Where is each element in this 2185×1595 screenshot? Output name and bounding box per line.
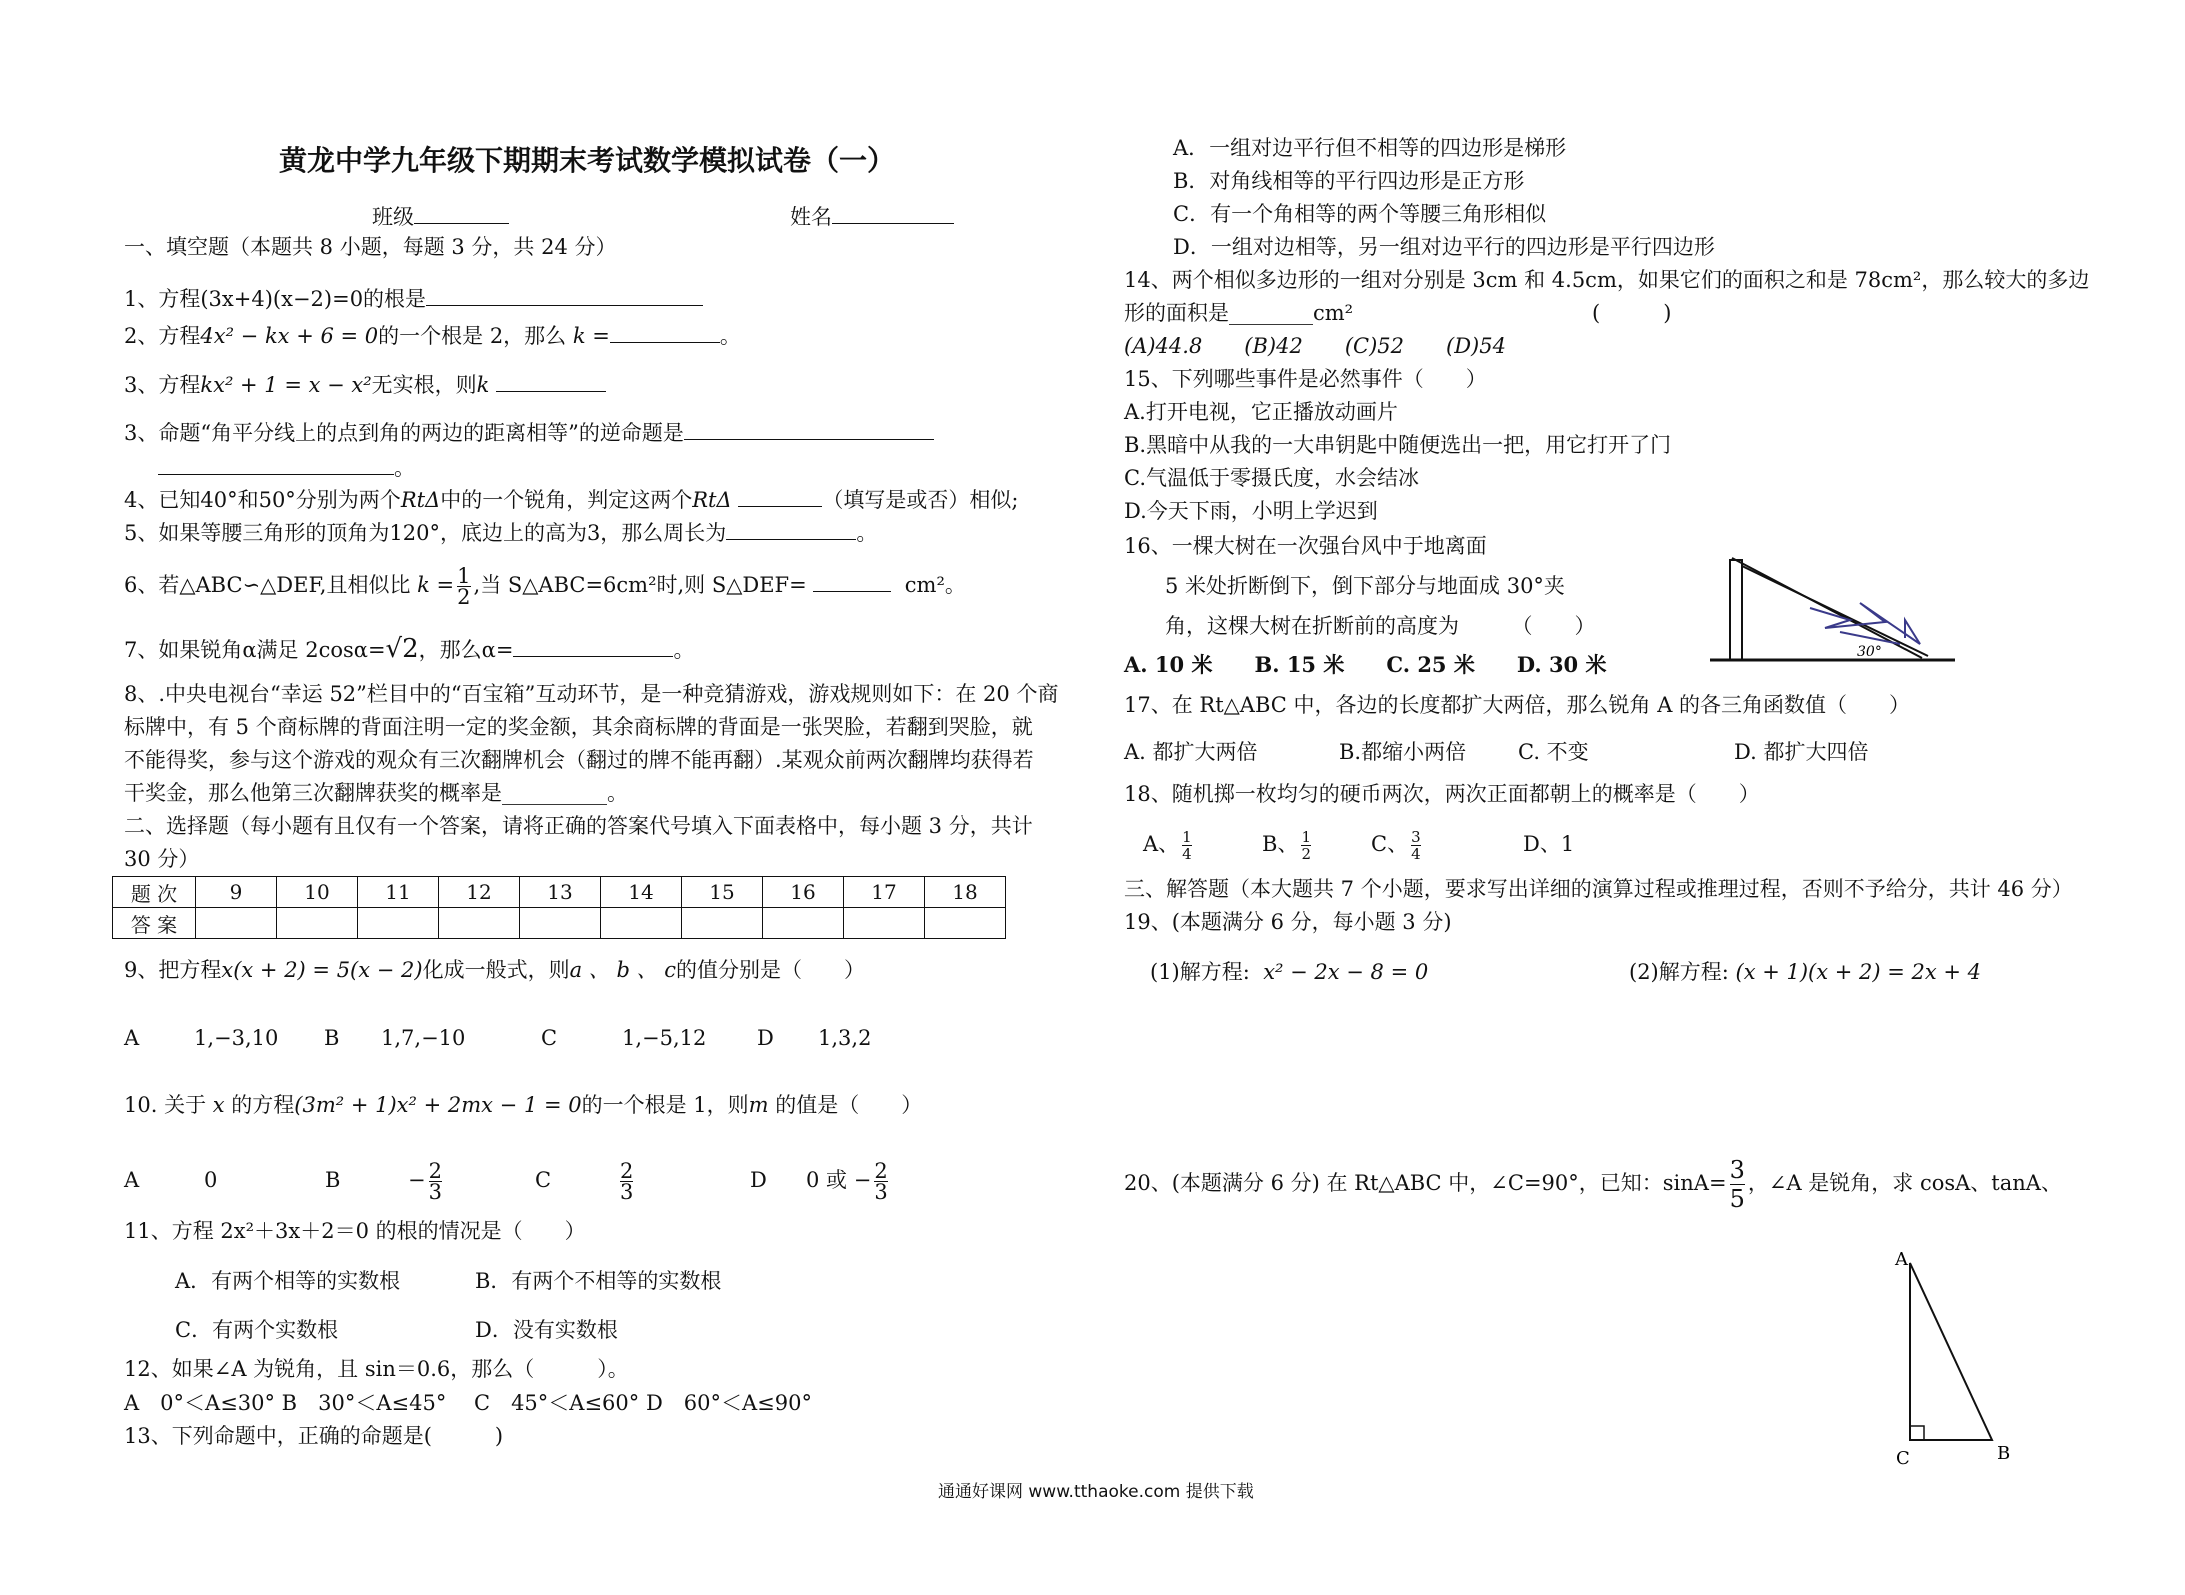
- q4-rt-1: RtΔ: [400, 488, 441, 512]
- q19-p2-equation: (x + 1)(x + 2) = 2x + 4: [1735, 960, 1982, 984]
- q2-k: k =: [572, 324, 610, 348]
- q9-option-B[interactable]: [324, 1025, 339, 1051]
- option-letter: A: [124, 1026, 140, 1050]
- q13-option-D[interactable]: D．一组对边相等，另一组对边平行的四边形是平行四边形: [1173, 235, 1715, 259]
- vertex-label-B: B: [1997, 1443, 2011, 1464]
- q11-option-C[interactable]: C．有两个实数根: [175, 1318, 339, 1342]
- q9-option-A[interactable]: [124, 1025, 139, 1051]
- option-letter: C: [541, 1026, 558, 1050]
- q15-option-B[interactable]: B.黑暗中从我的一大串钥匙中随便选出一把，用它打开了门: [1124, 433, 1672, 457]
- q3b-blank-2[interactable]: [158, 454, 394, 475]
- q18-stem: 18、随机掷一枚均匀的硬币两次，两次正面都朝上的概率是（ ）: [1124, 782, 1760, 806]
- table-header-cell: 答 案: [113, 908, 196, 939]
- q10-text-a: 10. 关于: [124, 1093, 207, 1117]
- q6-num: 1: [457, 564, 471, 588]
- q18-option-D[interactable]: D、1: [1523, 832, 1575, 856]
- q16-line-3: 角，这棵大树在折断前的高度为 （ ）: [1165, 614, 1596, 638]
- q10-B-minus: −: [408, 1168, 426, 1192]
- vertex-label-C: C: [1896, 1448, 1910, 1469]
- q15-option-C[interactable]: C.气温低于零摄氏度，水会结冰: [1124, 466, 1419, 490]
- q17-option-C[interactable]: C. 不变: [1518, 740, 1589, 764]
- q10-text-e: 的一个根是 1，则: [581, 1093, 749, 1117]
- answer-cell[interactable]: [277, 908, 358, 939]
- part2-header-line-1: 二、选择题（每小题有且仅有一个答案，请将正确的答案代号填入下面表格中，每小题 3 分，共计: [124, 814, 1033, 838]
- q2-period: 。: [719, 324, 741, 348]
- q6-den: 2: [457, 585, 471, 609]
- fraction-numerator: 1: [1301, 828, 1311, 846]
- part2-header-line-2: 30 分）: [124, 847, 200, 871]
- question-4: [124, 486, 1018, 513]
- option-letter: B: [324, 1026, 340, 1050]
- class-field[interactable]: [372, 203, 509, 230]
- q10-option-D-value: [806, 1150, 891, 1210]
- table-cell: 18: [925, 877, 1006, 908]
- broken-tree-figure: [1700, 548, 1962, 668]
- q3a-blank[interactable]: [496, 371, 606, 392]
- q18-A-fraction: [1182, 829, 1192, 862]
- fraction-denominator: 3: [428, 1180, 442, 1204]
- q16-line-1: 16、一棵大树在一次强台风中于地离面: [1124, 534, 1487, 558]
- q10-option-B-value: [408, 1150, 445, 1210]
- question-10: [124, 1092, 922, 1118]
- q10-option-C-value: [617, 1150, 636, 1210]
- fraction-numerator: 1: [1182, 828, 1192, 846]
- page-footer: 通通好课网 www.tthaoke.com 提供下载: [938, 1482, 1254, 1502]
- q10-x: x: [212, 1093, 225, 1117]
- q9-text-c: 化成一般式，则: [422, 958, 570, 982]
- name-blank[interactable]: [832, 203, 954, 224]
- fraction-numerator: 3: [1729, 1156, 1745, 1184]
- q9-option-B-value: 1,7,−10: [381, 1026, 466, 1050]
- q3a-equation: kx² + 1 = x − x²: [200, 373, 372, 397]
- q5-text: 5、如果等腰三角形的顶角为120°，底边上的高为3，那么周长为: [124, 521, 727, 545]
- q17-option-A[interactable]: A. 都扩大两倍: [1124, 740, 1258, 764]
- q15-stem: 15、下列哪些事件是必然事件（ ）: [1124, 367, 1487, 391]
- q14-paren: ( ): [1592, 301, 1672, 325]
- option-letter: C、: [1371, 832, 1409, 856]
- fraction-numerator: 2: [620, 1159, 634, 1183]
- q9-equation: x(x + 2) = 5(x − 2): [221, 958, 423, 982]
- answer-cell[interactable]: [520, 908, 601, 939]
- table-cell: 14: [601, 877, 682, 908]
- q4-text-c: 中的一个锐角，判定这两个: [440, 488, 693, 512]
- question-5: [124, 519, 877, 546]
- q6-text-a: 6、若△ABC∽△DEF,且相似比: [124, 573, 411, 597]
- q10-D-prefix: 0 或 −: [806, 1168, 872, 1192]
- option-letter: B: [325, 1168, 341, 1192]
- q18-option-A[interactable]: [1143, 822, 1195, 866]
- question-3a: [124, 371, 606, 398]
- name-label: 姓名: [790, 205, 832, 229]
- q19-p2-label: (2)解方程:: [1629, 960, 1729, 984]
- q4-text-a: 4、已知40°和50°分别为两个: [124, 488, 401, 512]
- q3a-text-c: 无实根，则: [371, 373, 477, 397]
- q7-sqrt2: √2: [385, 634, 419, 664]
- fraction-denominator: 4: [1411, 845, 1421, 863]
- q6-blank[interactable]: [813, 571, 891, 592]
- q9-text-e: 的值分别是（ ）: [676, 958, 866, 982]
- q5-period: 。: [856, 521, 878, 545]
- option-letter: B、: [1262, 832, 1299, 856]
- q19-part-2: [1629, 959, 1981, 985]
- q1-blank[interactable]: [426, 285, 703, 306]
- q9-option-D[interactable]: [757, 1025, 774, 1051]
- option-letter: D: [750, 1168, 767, 1192]
- q9-option-C[interactable]: [541, 1025, 557, 1051]
- option-letter: C: [535, 1168, 552, 1192]
- question-2: [124, 322, 741, 349]
- vertex-label-A: A: [1895, 1249, 1908, 1270]
- q10-option-C[interactable]: [535, 1150, 551, 1210]
- table-row: [113, 877, 1006, 908]
- q6-text-b: ,当 S△ABC=6cm²时,则 S△DEF=: [473, 573, 807, 597]
- q20-text-b: ，∠A 是锐角，求 cosA、tanA、: [1747, 1171, 2062, 1195]
- q10-text-c: 的方程: [231, 1093, 295, 1117]
- q7-text-c: ，那么α=: [418, 638, 514, 662]
- q2-text-c: 的一个根是 2，那么: [378, 324, 567, 348]
- question-7: [124, 636, 694, 663]
- q9-text-a: 9、把方程: [124, 958, 222, 982]
- option-letter: A: [124, 1168, 140, 1192]
- table-cell: 16: [763, 877, 844, 908]
- q18-C-fraction: [1411, 829, 1421, 862]
- table-cell: 13: [520, 877, 601, 908]
- class-label: 班级: [372, 205, 414, 229]
- q10-D-fraction: [874, 1161, 887, 1202]
- q19-p1-equation: x² − 2x − 8 = 0: [1263, 960, 1429, 984]
- table-row: [113, 908, 1006, 939]
- q4-blank[interactable]: [738, 486, 822, 507]
- q17-option-D[interactable]: D. 都扩大四倍: [1734, 740, 1869, 764]
- q19-part-1: [1150, 959, 1428, 985]
- q19-p1-label: (1)解方程:: [1150, 960, 1250, 984]
- q8-line-4: 干奖金，那么他第三次翻牌获奖的概率是__________。: [124, 781, 628, 805]
- table-cell: 9: [196, 877, 277, 908]
- q10-m: m: [748, 1093, 769, 1117]
- part1-header: 一、填空题（本题共 8 小题，每题 3 分，共 24 分）: [124, 235, 617, 259]
- q10-option-A[interactable]: [124, 1150, 139, 1210]
- q17-option-B[interactable]: B.都缩小两倍: [1339, 740, 1467, 764]
- q15-option-A[interactable]: A.打开电视，它正播放动画片: [1124, 400, 1398, 424]
- fraction-denominator: 2: [1301, 845, 1311, 863]
- q12-options[interactable]: A 0°＜A≤30° B 30°＜A≤45° C 45°＜A≤60° D 60°＜A≤90°: [124, 1391, 812, 1415]
- q3b-period: 。: [394, 456, 415, 480]
- table-cell: 17: [844, 877, 925, 908]
- fraction-denominator: 3: [874, 1180, 888, 1204]
- q11-option-A[interactable]: A．有两个相等的实数根: [175, 1269, 401, 1293]
- q8-line-2: 标牌中，有 5 个商标牌的背面注明一定的奖金额，其余商标牌的背面是一张哭脸，若翻到哭脸，就: [124, 715, 1033, 739]
- q4-text-e: （填写是或否）相似;: [822, 488, 1019, 512]
- question-6: [124, 555, 966, 615]
- answer-cell[interactable]: [439, 908, 520, 939]
- q3a-text-a: 3、方程: [124, 373, 201, 397]
- table-cell: 12: [439, 877, 520, 908]
- q2-equation: 4x² − kx + 6 = 0: [200, 324, 379, 348]
- right-triangle-figure: [1875, 1245, 2025, 1470]
- answer-cell[interactable]: [196, 908, 277, 939]
- q20-text-a: 20、(本题满分 6 分) 在 Rt△ABC 中，∠C=90°，已知：sinA=: [1124, 1171, 1727, 1195]
- question-1: [124, 285, 703, 312]
- q1-text: 1、方程(3x+4)(x−2)=0的根是: [124, 287, 427, 311]
- fraction-denominator: 5: [1729, 1185, 1745, 1213]
- part3-header: 三、解答题（本大题共 7 个小题，要求写出详细的演算过程或推理过程，否则不予给分，共计 46 分）: [1124, 877, 2073, 901]
- answer-table: [112, 876, 1006, 939]
- q14-line-1: 14、两个相似多边形的一组对分别是 3cm 和 4.5cm，如果它们的面积之和是 78cm²，那么较大的多边: [1124, 268, 2090, 292]
- q8-line-1: 8、.中央电视台“幸运 52”栏目中的“百宝箱”互动环节，是一种竞猜游戏，游戏规则如下：在 20 个商: [124, 682, 1059, 706]
- table-cell: 11: [358, 877, 439, 908]
- q2-blank[interactable]: [610, 322, 720, 343]
- question-9: [124, 957, 865, 983]
- name-field[interactable]: [790, 203, 954, 230]
- q9-option-D-value: 1,3,2: [818, 1026, 872, 1050]
- q6-ratio-fraction: [457, 566, 470, 607]
- fraction-denominator: 4: [1182, 845, 1192, 863]
- q6-k: k =: [417, 573, 455, 597]
- q7-blank[interactable]: [513, 636, 673, 657]
- fraction-denominator: 3: [620, 1180, 634, 1204]
- q13-option-B[interactable]: B．对角线相等的平行四边形是正方形: [1173, 169, 1525, 193]
- fraction-numerator: 2: [428, 1159, 442, 1183]
- answer-cell[interactable]: [682, 908, 763, 939]
- q14-line-2: 形的面积是________cm²: [1124, 301, 1354, 325]
- table-cell: 10: [277, 877, 358, 908]
- q13-option-C[interactable]: C．有一个角相等的两个等腰三角形相似: [1173, 202, 1547, 226]
- question-3b-line2: [158, 454, 415, 481]
- q10-option-A-value: 0: [204, 1168, 218, 1192]
- q9-abc: a 、 b 、 c: [569, 958, 677, 982]
- question-20: [1124, 1150, 2062, 1216]
- q11-option-B[interactable]: B．有两个不相等的实数根: [475, 1269, 722, 1293]
- option-letter: A、: [1143, 832, 1180, 856]
- option-letter: D: [757, 1026, 774, 1050]
- fraction-numerator: 3: [1411, 828, 1421, 846]
- q10-equation: (3m² + 1)x² + 2mx − 1 = 0: [294, 1093, 582, 1117]
- q11-option-D[interactable]: D．没有实数根: [475, 1318, 618, 1342]
- q12-stem: 12、如果∠A 为锐角，且 sin＝0.6，那么（ ）。: [124, 1357, 629, 1381]
- q18-option-C[interactable]: [1371, 822, 1424, 866]
- q17-stem: 17、在 Rt△ABC 中，各边的长度都扩大两倍，那么锐角 A 的各三角函数值（ ）: [1124, 693, 1911, 717]
- q10-text-g: 的值是（ ）: [775, 1093, 923, 1117]
- q10-option-D[interactable]: [750, 1150, 767, 1210]
- q7-text-a: 7、如果锐角α满足 2cosα=: [124, 638, 386, 662]
- q5-blank[interactable]: [726, 519, 856, 540]
- fraction-numerator: 2: [874, 1159, 888, 1183]
- class-blank[interactable]: [414, 203, 509, 224]
- q13-stem: 13、下列命题中，正确的命题是( ): [124, 1424, 504, 1448]
- table-cell: 15: [682, 877, 763, 908]
- q10-C-fraction: [620, 1161, 633, 1202]
- answer-cell[interactable]: [601, 908, 682, 939]
- q7-period: 。: [673, 638, 695, 662]
- q9-option-C-value: 1,−5,12: [622, 1026, 707, 1050]
- answer-cell[interactable]: [358, 908, 439, 939]
- q3a-k: k: [476, 373, 490, 397]
- q18-option-B[interactable]: [1262, 822, 1314, 866]
- q20-sin-fraction: [1730, 1156, 1745, 1213]
- answer-cell[interactable]: [925, 908, 1006, 939]
- q14-options[interactable]: (A)44.8 (B)42 (C)52 (D)54: [1124, 334, 1506, 358]
- angle-label: 30°: [1857, 644, 1882, 660]
- q16-line-2: 5 米处折断倒下，倒下部分与地面成 30°夹: [1165, 574, 1565, 598]
- q2-text-a: 2、方程: [124, 324, 201, 348]
- q3b-text: 3、命题“角平分线上的点到角的两边的距离相等”的逆命题是: [124, 421, 684, 445]
- q16-options[interactable]: A. 10 米 B. 15 米 C. 25 米 D. 30 米: [1124, 652, 1607, 677]
- answer-cell[interactable]: [763, 908, 844, 939]
- answer-cell[interactable]: [844, 908, 925, 939]
- q18-B-fraction: [1301, 829, 1311, 862]
- q13-option-A[interactable]: A．一组对边平行但不相等的四边形是梯形: [1173, 136, 1567, 160]
- q8-line-3: 不能得奖，参与这个游戏的观众有三次翻牌机会（翻过的牌不能再翻）.某观众前两次翻牌均获得若: [124, 748, 1034, 772]
- q11-stem: 11、方程 2x²＋3x＋2＝0 的根的情况是（ ）: [124, 1219, 586, 1243]
- question-3b: [124, 419, 934, 446]
- q10-B-fraction: [429, 1161, 442, 1202]
- table-header-cell: 题 次: [113, 877, 196, 908]
- q4-rt-2: RtΔ: [692, 488, 732, 512]
- q9-option-A-value: 1,−3,10: [194, 1026, 279, 1050]
- q15-option-D[interactable]: D.今天下雨，小明上学迟到: [1124, 499, 1378, 523]
- q6-unit: cm²。: [904, 573, 966, 597]
- q10-option-B[interactable]: [325, 1150, 340, 1210]
- q19-stem: 19、(本题满分 6 分，每小题 3 分): [1124, 910, 1452, 934]
- page-title: 黄龙中学九年级下期期末考试数学模拟试卷（一）: [279, 144, 896, 177]
- q3b-blank-1[interactable]: [684, 419, 934, 440]
